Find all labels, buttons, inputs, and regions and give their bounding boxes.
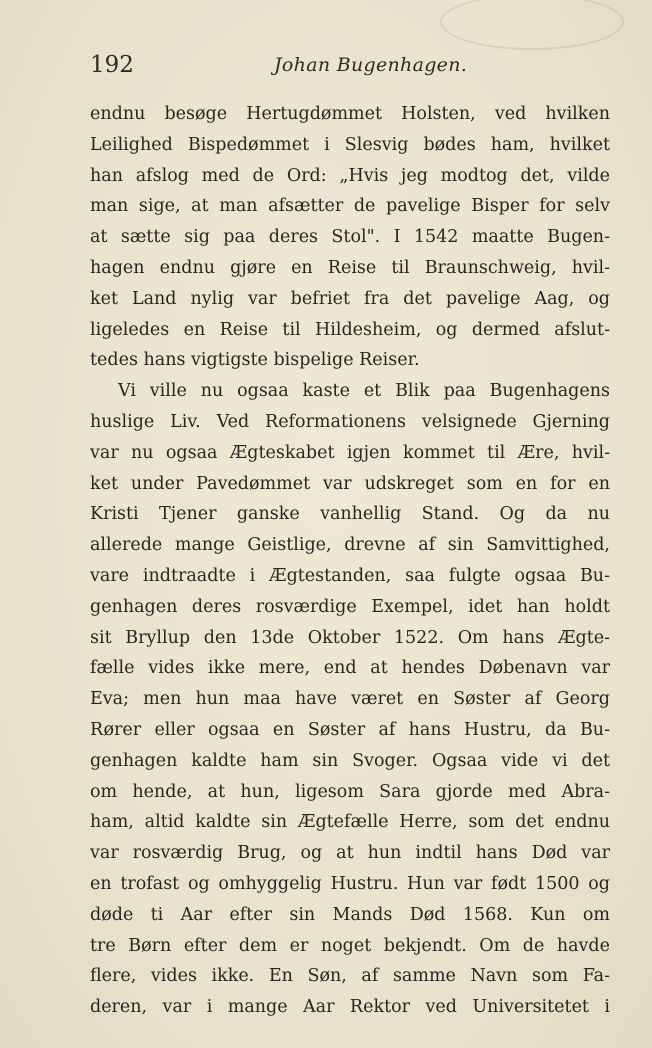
text-line: vare indtraadte i Ægtestanden, saa fulgte ogsaa Bu-	[90, 565, 610, 586]
text-line: fælle vides ikke mere, end at hendes Døbenavn var	[90, 658, 610, 679]
text-line: deren, var i mange Aar Rektor ved Universitetet i	[90, 997, 610, 1018]
text-line: ham, altid kaldte sin Ægtefælle Herre, som det endnu	[90, 812, 610, 833]
text-line: Rører eller ogsaa en Søster af hans Hustru, da Bu-	[90, 719, 610, 740]
text-line: Eva; men hun maa have været en Søster af Georg	[90, 689, 610, 710]
text-line: genhagen kaldte ham sin Svoger. Ogsaa vide vi det	[90, 750, 610, 771]
body-text	[90, 99, 610, 1023]
text-line: var rosværdig Brug, og at hun indtil hans Død var	[90, 843, 610, 864]
text-line: ket under Pavedømmet var udskreget som en for en	[90, 473, 610, 494]
library-stamp	[440, 0, 624, 50]
page-number: 192	[90, 52, 134, 78]
text-line: om hende, at hun, ligesom Sara gjorde med Abra-	[90, 781, 610, 802]
text-line: huslige Liv. Ved Reformationens velsignede Gjerning	[90, 411, 610, 432]
text-line: døde ti Aar efter sin Mands Død 1568. Kun om	[90, 904, 610, 925]
text-line: Kristi Tjener ganske vanhellig Stand. Og da nu	[90, 504, 610, 525]
paragraph-end-line: tedes hans vigtigste bispelige Reiser.	[90, 350, 420, 371]
text-line: ket Land nylig var befriet fra det pavelige Aag, og	[90, 288, 610, 309]
text-line: var nu ogsaa Ægteskabet igjen kommet til Ære, hvil-	[90, 442, 610, 463]
text-line: sit Bryllup den 13de Oktober 1522. Om hans Ægte-	[90, 627, 610, 648]
text-line: flere, vides ikke. En Søn, af samme Navn som Fa-	[90, 966, 610, 987]
running-head: Johan Bugenhagen.	[274, 54, 468, 76]
paragraph-start-line: Vi ville nu ogsaa kaste et Blik paa Bugenhagens	[118, 381, 610, 402]
text-line: Leilighed Bispedømmet i Slesvig bødes ham, hvilket	[90, 134, 610, 155]
text-line: en trofast og omhyggelig Hustru. Hun var født 1500 og	[90, 873, 610, 894]
text-line: allerede mange Geistlige, drevne af sin Samvittighed,	[90, 535, 610, 556]
text-line: ligeledes en Reise til Hildesheim, og dermed afslut-	[90, 319, 610, 340]
text-line: man sige, at man afsætter de pavelige Bisper for selv	[90, 196, 610, 217]
text-line: genhagen deres rosværdige Exempel, idet han holdt	[90, 596, 610, 617]
text-line: hagen endnu gjøre en Reise til Braunschweig, hvil-	[90, 257, 610, 278]
text-line: at sætte sig paa deres Stol". I 1542 maatte Bugen-	[90, 227, 610, 248]
text-line: tre Børn efter dem er noget bekjendt. Om de havde	[90, 935, 610, 956]
text-line: endnu besøge Hertugdømmet Holsten, ved hvilken	[90, 104, 610, 124]
text-line: han afslog med de Ord: „Hvis jeg modtog det, vilde	[90, 165, 610, 186]
page-header	[90, 52, 610, 86]
